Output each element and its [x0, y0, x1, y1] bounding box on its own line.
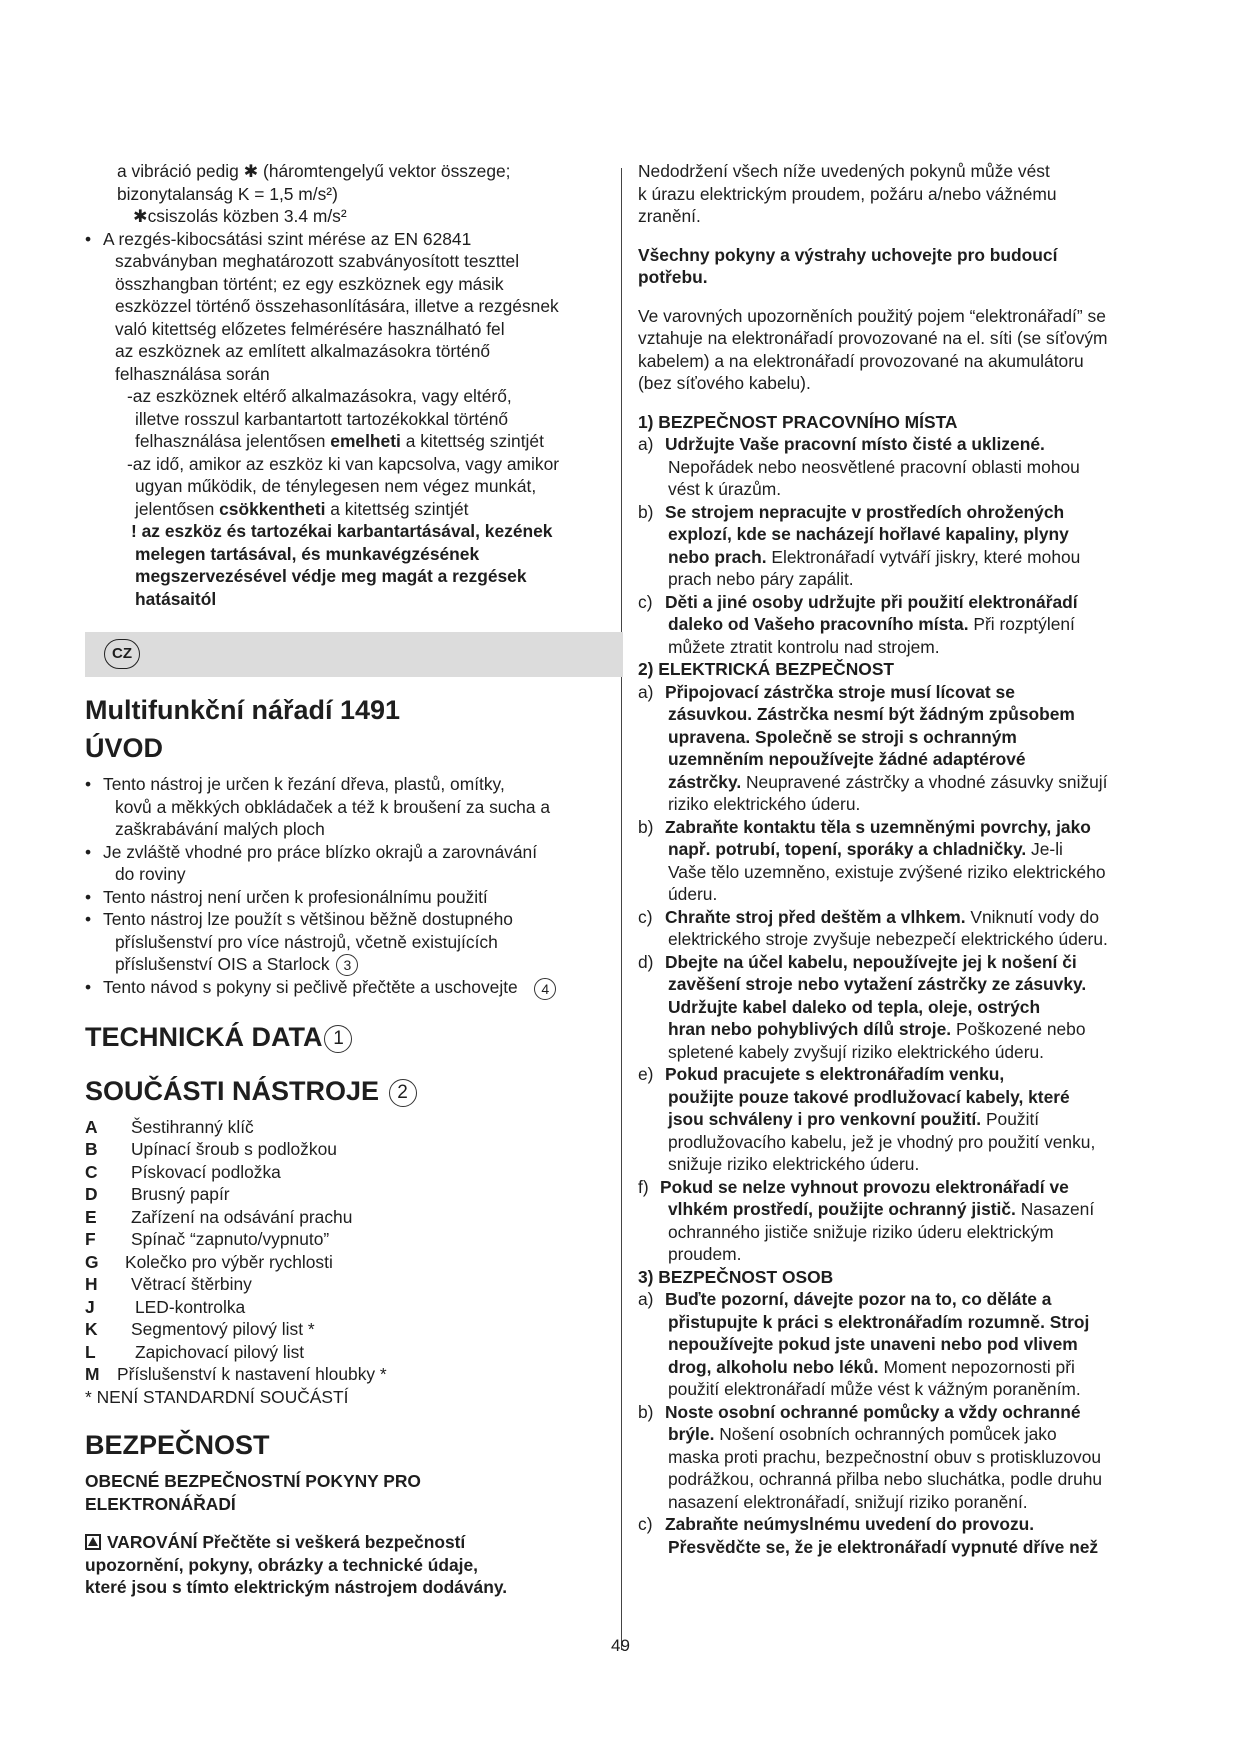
paragraph-line: (bez síťového kabelu). [638, 373, 811, 393]
figure-ref-icon: 1 [324, 1025, 352, 1053]
bullet-text: felhasználása során [115, 363, 270, 384]
general-warning: které jsou s tímto elektrickým nástrojem dodávány. [85, 1577, 508, 1598]
column-divider [621, 168, 622, 1650]
bullet-text: A rezgés-kibocsátási szint mérése az EN 62841 [103, 228, 472, 249]
section-heading: 2) ELEKTRICKÁ BEZPEČNOST [638, 659, 895, 679]
bullet-dot: • [85, 774, 92, 794]
paragraph-line: k úrazu elektrickým proudem, požáru a/nebo vážnému [638, 183, 1057, 204]
list-item: e) Pokud pracujete s elektronářadím venku, použijte pouze takové prodlužovací kabely, které jsou schváleny i pro venkovní použití. Použití prodlužovacího kabelu, jež je vhodný pro použití venku, snižuje riziko elektrického úderu. [638, 1064, 1096, 1174]
bullet-text: szabványban meghatározott szabványosított teszttel [115, 251, 520, 271]
bullet-text: való kitettség előzetes felmérésére használható fel [115, 318, 505, 339]
list-item: J LED-kontrolka [85, 1296, 246, 1317]
list-item: d) Dbejte na účel kabelu, nepoužívejte jej k nošení či zavěšení stroje nebo vytažení zástrčky ze zásuvky. Udržujte kabel daleko od tepla, oleje, ostrých hran nebo pohyblivých dílů stroje. Poškozené nebo spletené kabely zvyšují riziko elektrického úderu. [638, 951, 1087, 1062]
list-item: a) Udržujte Vaše pracovní místo čisté a uklizené. Nepořádek nebo neosvětlené pracovní oblasti mohou vést k úrazům. [638, 434, 1080, 499]
parts-note: * NENÍ STANDARDNÍ SOUČÁSTÍ [85, 1386, 349, 1407]
intro-bullet: • Tento návod s pokyny si pečlivě přečtěte a uschovejte 4 [85, 976, 613, 999]
parts-list [85, 1116, 613, 1409]
dash-line: ugyan működik, de ténylegesen nem végez munkát, [135, 476, 537, 496]
paragraph-line: Nedodržení všech níže uvedených pokynů může vést [638, 161, 1050, 181]
list-item: C Pískovací podložka [85, 1161, 281, 1182]
vibration-warning: megszervezésével védje meg magát a rezgések [135, 566, 527, 586]
bullet-dot: • [85, 886, 92, 907]
safety-subtitle: OBECNÉ BEZPEČNOSTNÍ POKYNY PRO [85, 1471, 421, 1492]
intro-bullet: • Tento nástroj není určen k profesionálnímu použití [85, 886, 488, 907]
intro-bullet: • Tento nástroj lze použít s většinou běžně dostupného příslušenství pro více nástrojů, včetně existujících příslušenství OIS a Starlock 3 [85, 908, 613, 976]
bullet-text: eszközzel történő összehasonlítására, illetve a rezgésnek [115, 296, 559, 316]
vibration-line: bizonytalanság K = 1,5 m/s²) [117, 183, 338, 204]
figure-ref-icon: 4 [534, 978, 556, 1000]
list-item: H Větrací štěrbiny [85, 1274, 252, 1295]
vibration-warning: hatásaitól [135, 588, 217, 609]
paragraph-line: kabelem) a na elektronářadí provozované na akumulátoru [638, 350, 1084, 371]
figure-ref-icon: 2 [389, 1079, 417, 1107]
list-item: b) Se strojem nepracujte v prostředích ohrožených explozí, kde se nacházejí hořlavé kapaliny, plyny nebo prach. Elektronářadí vytváří jiskry, které mohou prach nebo páry zapálit. [638, 501, 1081, 589]
paragraph-line: potřebu. [638, 267, 708, 287]
vibration-warning: ! az eszköz és tartozékai karbantartásával, kezének [131, 521, 553, 541]
language-badge: CZ [104, 639, 140, 669]
language-banner [85, 632, 623, 677]
list-item: c) Děti a jiné osoby udržujte při použití elektronářadí daleko od Vašeho pracovního místa. Při rozptýlení můžete ztratit kontrolu nad strojem. [638, 591, 1078, 657]
bullet-dot: • [85, 228, 92, 249]
bullet-text: összhangban történt; ez egy eszköznek egy másik [115, 273, 504, 294]
bullet-dot: • [85, 909, 92, 929]
list-item: F Spínač “zapnuto/vypnuto” [85, 1229, 330, 1250]
list-item: b) Zabraňte kontaktu těla s uzemněnými povrchy, jako např. potrubí, topení, sporáky a chladničky. Je-li Vaše tělo uzemněno, existuje zvýšené riziko elektrického úderu. [638, 816, 1106, 904]
list-item: a) Připojovací zástrčka stroje musí lícovat se zásuvkou. Zástrčka nesmí být žádným způsobem upravena. Společně se stroji s ochranným uzemněním nepoužívejte žádné adaptérové zástrčky. Neupravené zástrčky a vhodné zásuvky snižují riziko elektrického úderu. [638, 681, 1108, 814]
parts-title: SOUČÁSTI NÁSTROJE 2 [85, 1074, 613, 1108]
intro-bullet: • Tento nástroj je určen k řezání dřeva, plastů, omítky, kovů a měkkých obkládaček a též k broušení za sucha a zaškrabávání malých ploch [85, 774, 551, 839]
list-item: f) Pokud se nelze vyhnout provozu elektronářadí ve vlhkém prostředí, použijte ochranný jistič. Nasazení ochranného jističe snižuje riziko úderu elektrickým proudem. [638, 1176, 1095, 1264]
measurement-bullet [85, 228, 613, 386]
paragraph-line: zranění. [638, 206, 701, 226]
vibration-line: ✱csiszolás közben 3.4 m/s² [133, 206, 347, 226]
list-item: E Zařízení na odsávání prachu [85, 1206, 353, 1227]
list-item: A Šestihranný klíč [85, 1116, 254, 1137]
list-item: D Brusný papír [85, 1184, 230, 1205]
product-title: Multifunkční nářadí 1491 [85, 695, 401, 725]
paragraph-line: vztahuje na elektronářadí provozované na el. síti (se síťovým [638, 328, 1108, 348]
list-item: c) Zabraňte neúmyslnému uvedení do provozu. Přesvědčte se, že je elektronářadí vypnuté dříve než [638, 1514, 1099, 1557]
vibration-line: a vibráció pedig ✱ (háromtengelyű vektor összege; [117, 161, 511, 181]
general-warning: VAROVÁNÍ Přečtěte si veškerá bezpečností [85, 1531, 613, 1554]
bullet-dot: • [85, 841, 92, 862]
section-heading: 1) BEZPEČNOST PRACOVNÍHO MÍSTA [638, 411, 958, 432]
general-warning: upozornění, pokyny, obrázky a technické údaje, [85, 1554, 478, 1575]
paragraph-line: Ve varovných upozorněních použitý pojem “elektronářadí” se [638, 305, 1106, 326]
dash-line: felhasználása jelentősen emelheti a kitettség szintjét [135, 431, 544, 451]
right-column [638, 160, 1168, 1558]
intro-title: ÚVOD [85, 733, 164, 763]
list-item: M Příslušenství k nastavení hloubky * [85, 1364, 387, 1385]
bullet-dot: • [85, 977, 92, 998]
paragraph-line: Všechny pokyny a výstrahy uchovejte pro budoucí [638, 244, 1058, 265]
figure-ref-icon: 3 [336, 954, 358, 976]
section-heading: 3) BEZPEČNOST OSOB [638, 1266, 834, 1287]
warning-icon [85, 1534, 101, 1550]
list-item: b) Noste osobní ochranné pomůcky a vždy ochranné brýle. Nošení osobních ochranných pomůcek jako maska proti prachu, bezpečnostní obuv s protiskluzovou podrážkou, ochranná přilba nebo sluchátka, podle druhu nasazení elektronářadí, snižují riziko poranění. [638, 1401, 1103, 1512]
list-item: G Kolečko pro výběr rychlosti [85, 1251, 333, 1272]
list-item: L Zapichovací pilový list [85, 1341, 305, 1362]
dash-line: -az eszköznek eltérő alkalmazásokra, vagy eltérő, [127, 386, 512, 406]
tech-data-title: TECHNICKÁ DATA 1 [85, 1020, 613, 1054]
safety-subtitle: ELEKTRONÁŘADÍ [85, 1493, 236, 1514]
dash-line: -az idő, amikor az eszköz ki van kapcsolva, vagy amikor [127, 453, 560, 474]
dash-line: illetve rosszul karbantartott tartozékokkal történő [135, 408, 509, 429]
list-item: K Segmentový pilový list * [85, 1319, 315, 1340]
dash-line: jelentősen csökkentheti a kitettség szintjét [135, 498, 469, 519]
list-item: a) Buďte pozorní, dávejte pozor na to, co děláte a přistupujte k práci s elektronářadím rozumně. Stroj nepoužívejte pokud jste unaveni nebo pod vlivem drog, alkoholu nebo léků. Moment nepozornosti při použití elektronářadí může vést k vážným poraněním. [638, 1289, 1090, 1399]
left-column [85, 160, 613, 1599]
bullet-text: az eszköznek az említett alkalmazásokra történő [115, 341, 491, 361]
safety-title: BEZPEČNOST [85, 1430, 270, 1461]
page-number: 49 [611, 1636, 630, 1655]
list-item: B Upínací šroub s podložkou [85, 1139, 337, 1160]
vibration-warning: melegen tartásával, és munkavégzésének [135, 543, 480, 564]
intro-bullet: • Je zvláště vhodné pro práce blízko okrajů a zarovnávání do roviny [85, 841, 538, 884]
list-item: c) Chraňte stroj před deštěm a vlhkem. Vniknutí vody do elektrického stroje zvyšuje nebezpečí elektrického úderu. [638, 906, 1108, 949]
